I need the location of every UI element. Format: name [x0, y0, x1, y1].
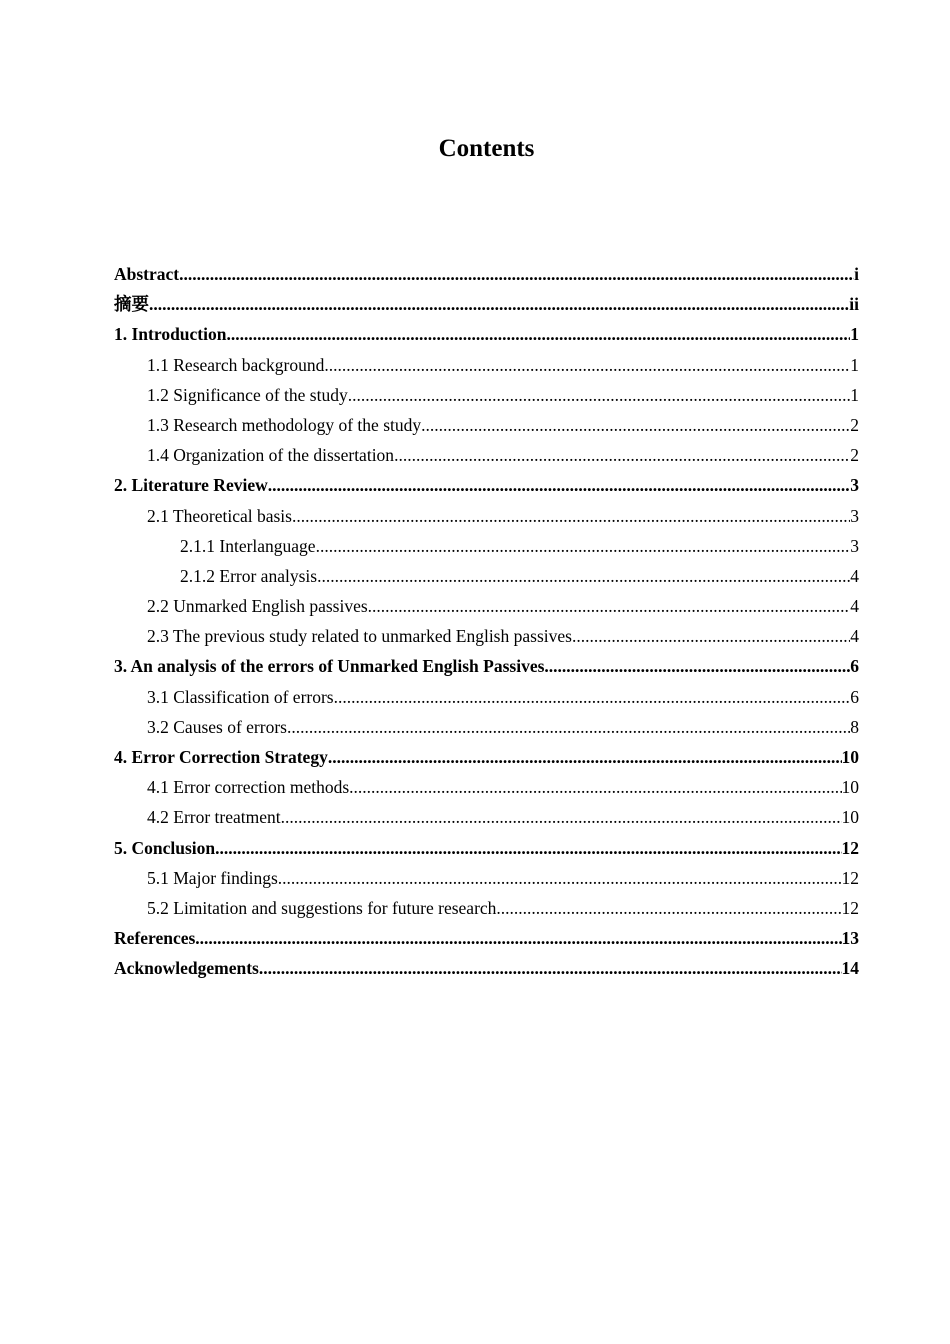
- toc-entry[interactable]: [114, 470, 859, 500]
- toc-entry-page-number: 10: [841, 807, 859, 828]
- toc-dot-leader: [195, 923, 841, 953]
- toc-entry-label: References: [114, 928, 196, 949]
- toc-entry[interactable]: [114, 621, 859, 651]
- toc-entry-page-number: ii: [849, 294, 859, 315]
- toc-dot-leader: [268, 470, 851, 500]
- page-title: Contents: [438, 135, 535, 162]
- toc-entry-label: 2.1 Theoretical basis: [147, 505, 292, 526]
- toc-entry[interactable]: [114, 440, 859, 470]
- toc-entry[interactable]: [114, 802, 859, 832]
- toc-entry-page-number: 1: [850, 324, 859, 345]
- toc-dot-leader: [215, 833, 841, 863]
- toc-entry[interactable]: [114, 380, 859, 410]
- toc-entry-label: 2. Literature Review: [114, 475, 268, 496]
- toc-dot-leader: [349, 772, 841, 802]
- toc-entry[interactable]: [114, 289, 859, 319]
- toc-entry-page-number: 13: [841, 928, 859, 949]
- toc-entry-label: Acknowledgements: [114, 958, 259, 979]
- toc-entry-page-number: 3: [850, 535, 859, 556]
- toc-dot-leader: [394, 440, 850, 470]
- toc-entry-page-number: 8: [850, 716, 859, 737]
- toc-entry-page-number: 1: [850, 384, 859, 405]
- toc-dot-leader: [544, 651, 850, 681]
- toc-entry-label: 2.2 Unmarked English passives: [147, 596, 368, 617]
- toc-entry-label: 3.2 Causes of errors: [147, 716, 287, 737]
- toc-entry-page-number: 4: [850, 565, 859, 586]
- toc-entry-page-number: 3: [850, 505, 859, 526]
- toc-entry-label: 2.1.2 Error analysis: [180, 565, 318, 586]
- toc-entry-page-number: 12: [841, 867, 859, 888]
- toc-dot-leader: [572, 621, 850, 651]
- toc-entry-label: 2.1.1 Interlanguage: [180, 535, 316, 556]
- toc-entry[interactable]: [114, 712, 859, 742]
- toc-entry[interactable]: [114, 833, 859, 863]
- toc-dot-leader: [317, 561, 850, 591]
- toc-dot-leader: [287, 712, 850, 742]
- toc-entry-label: 1.3 Research methodology of the study: [147, 414, 422, 435]
- toc-entry[interactable]: [114, 591, 859, 621]
- toc-entry-page-number: 3: [850, 475, 859, 496]
- toc-entry[interactable]: [114, 893, 859, 923]
- toc-entry[interactable]: [114, 501, 859, 531]
- toc-dot-leader: [368, 591, 851, 621]
- toc-dot-leader: [292, 501, 850, 531]
- toc-entry-label: 1.2 Significance of the study: [147, 384, 348, 405]
- toc-entry-page-number: 10: [841, 747, 859, 767]
- toc-entry-label: 4.2 Error treatment: [147, 807, 281, 828]
- toc-entry-page-number: 10: [841, 777, 859, 798]
- toc-entry-page-number: 12: [841, 837, 859, 858]
- toc-entry[interactable]: [114, 531, 859, 561]
- toc-entry-page-number: 4: [850, 626, 859, 647]
- toc-entry-page-number: 4: [850, 596, 859, 617]
- toc-entry-label: 5. Conclusion: [114, 837, 216, 858]
- toc-entry-label: 3. An analysis of the errors of Unmarked English Passives: [114, 656, 545, 677]
- toc-entry-page-number: 6: [850, 656, 859, 677]
- toc-dot-leader: [334, 682, 851, 712]
- toc-entry-page-number: 2: [850, 445, 859, 466]
- toc-entry-label: Abstract: [114, 264, 180, 284]
- toc-entry-page-number: 14: [841, 958, 859, 979]
- toc-entry-page-number: i: [854, 264, 859, 284]
- toc-entry[interactable]: [114, 863, 859, 893]
- toc-entry[interactable]: [114, 259, 859, 289]
- toc-entry-label: 摘要: [114, 294, 149, 315]
- toc-entry-page-number: 2: [850, 414, 859, 435]
- toc-entry-label: 2.3 The previous study related to unmarked English passives: [147, 626, 572, 647]
- toc-entry[interactable]: [114, 953, 859, 983]
- toc-dot-leader: [421, 410, 850, 440]
- toc-entry-label: 5.1 Major findings: [147, 867, 278, 888]
- toc-dot-leader: [226, 319, 850, 349]
- toc-entry-label: 4. Error Correction Strategy: [114, 747, 328, 767]
- toc-entry-label: 1. Introduction: [114, 324, 227, 345]
- toc-entry-label: 1.1 Research background: [147, 354, 325, 375]
- toc-entry-label: 4.1 Error correction methods: [147, 777, 350, 798]
- toc-dot-leader: [496, 893, 841, 923]
- toc-entry[interactable]: [114, 651, 859, 681]
- toc-entry-page-number: 6: [850, 686, 859, 707]
- toc-entry[interactable]: [114, 742, 859, 772]
- toc-entry[interactable]: [114, 772, 859, 802]
- table-of-contents: [114, 259, 859, 984]
- toc-entry-label: 5.2 Limitation and suggestions for future research: [147, 897, 497, 918]
- toc-entry[interactable]: [114, 561, 859, 591]
- toc-dot-leader: [281, 802, 842, 832]
- toc-dot-leader: [324, 350, 850, 380]
- toc-dot-leader: [328, 742, 842, 772]
- toc-dot-leader: [259, 953, 842, 983]
- toc-entry[interactable]: [114, 350, 859, 380]
- toc-dot-leader: [149, 289, 849, 319]
- toc-entry[interactable]: [114, 319, 859, 349]
- toc-dot-leader: [348, 380, 851, 410]
- toc-entry[interactable]: [114, 410, 859, 440]
- toc-entry-label: 1.4 Organization of the dissertation: [147, 445, 395, 466]
- toc-dot-leader: [316, 531, 851, 561]
- toc-entry-label: 3.1 Classification of errors: [147, 686, 334, 707]
- toc-entry[interactable]: [114, 923, 859, 953]
- toc-dot-leader: [278, 863, 842, 893]
- toc-entry-page-number: 1: [850, 354, 859, 375]
- toc-dot-leader: [179, 259, 854, 289]
- toc-entry[interactable]: [114, 682, 859, 712]
- toc-entry-page-number: 12: [841, 897, 859, 918]
